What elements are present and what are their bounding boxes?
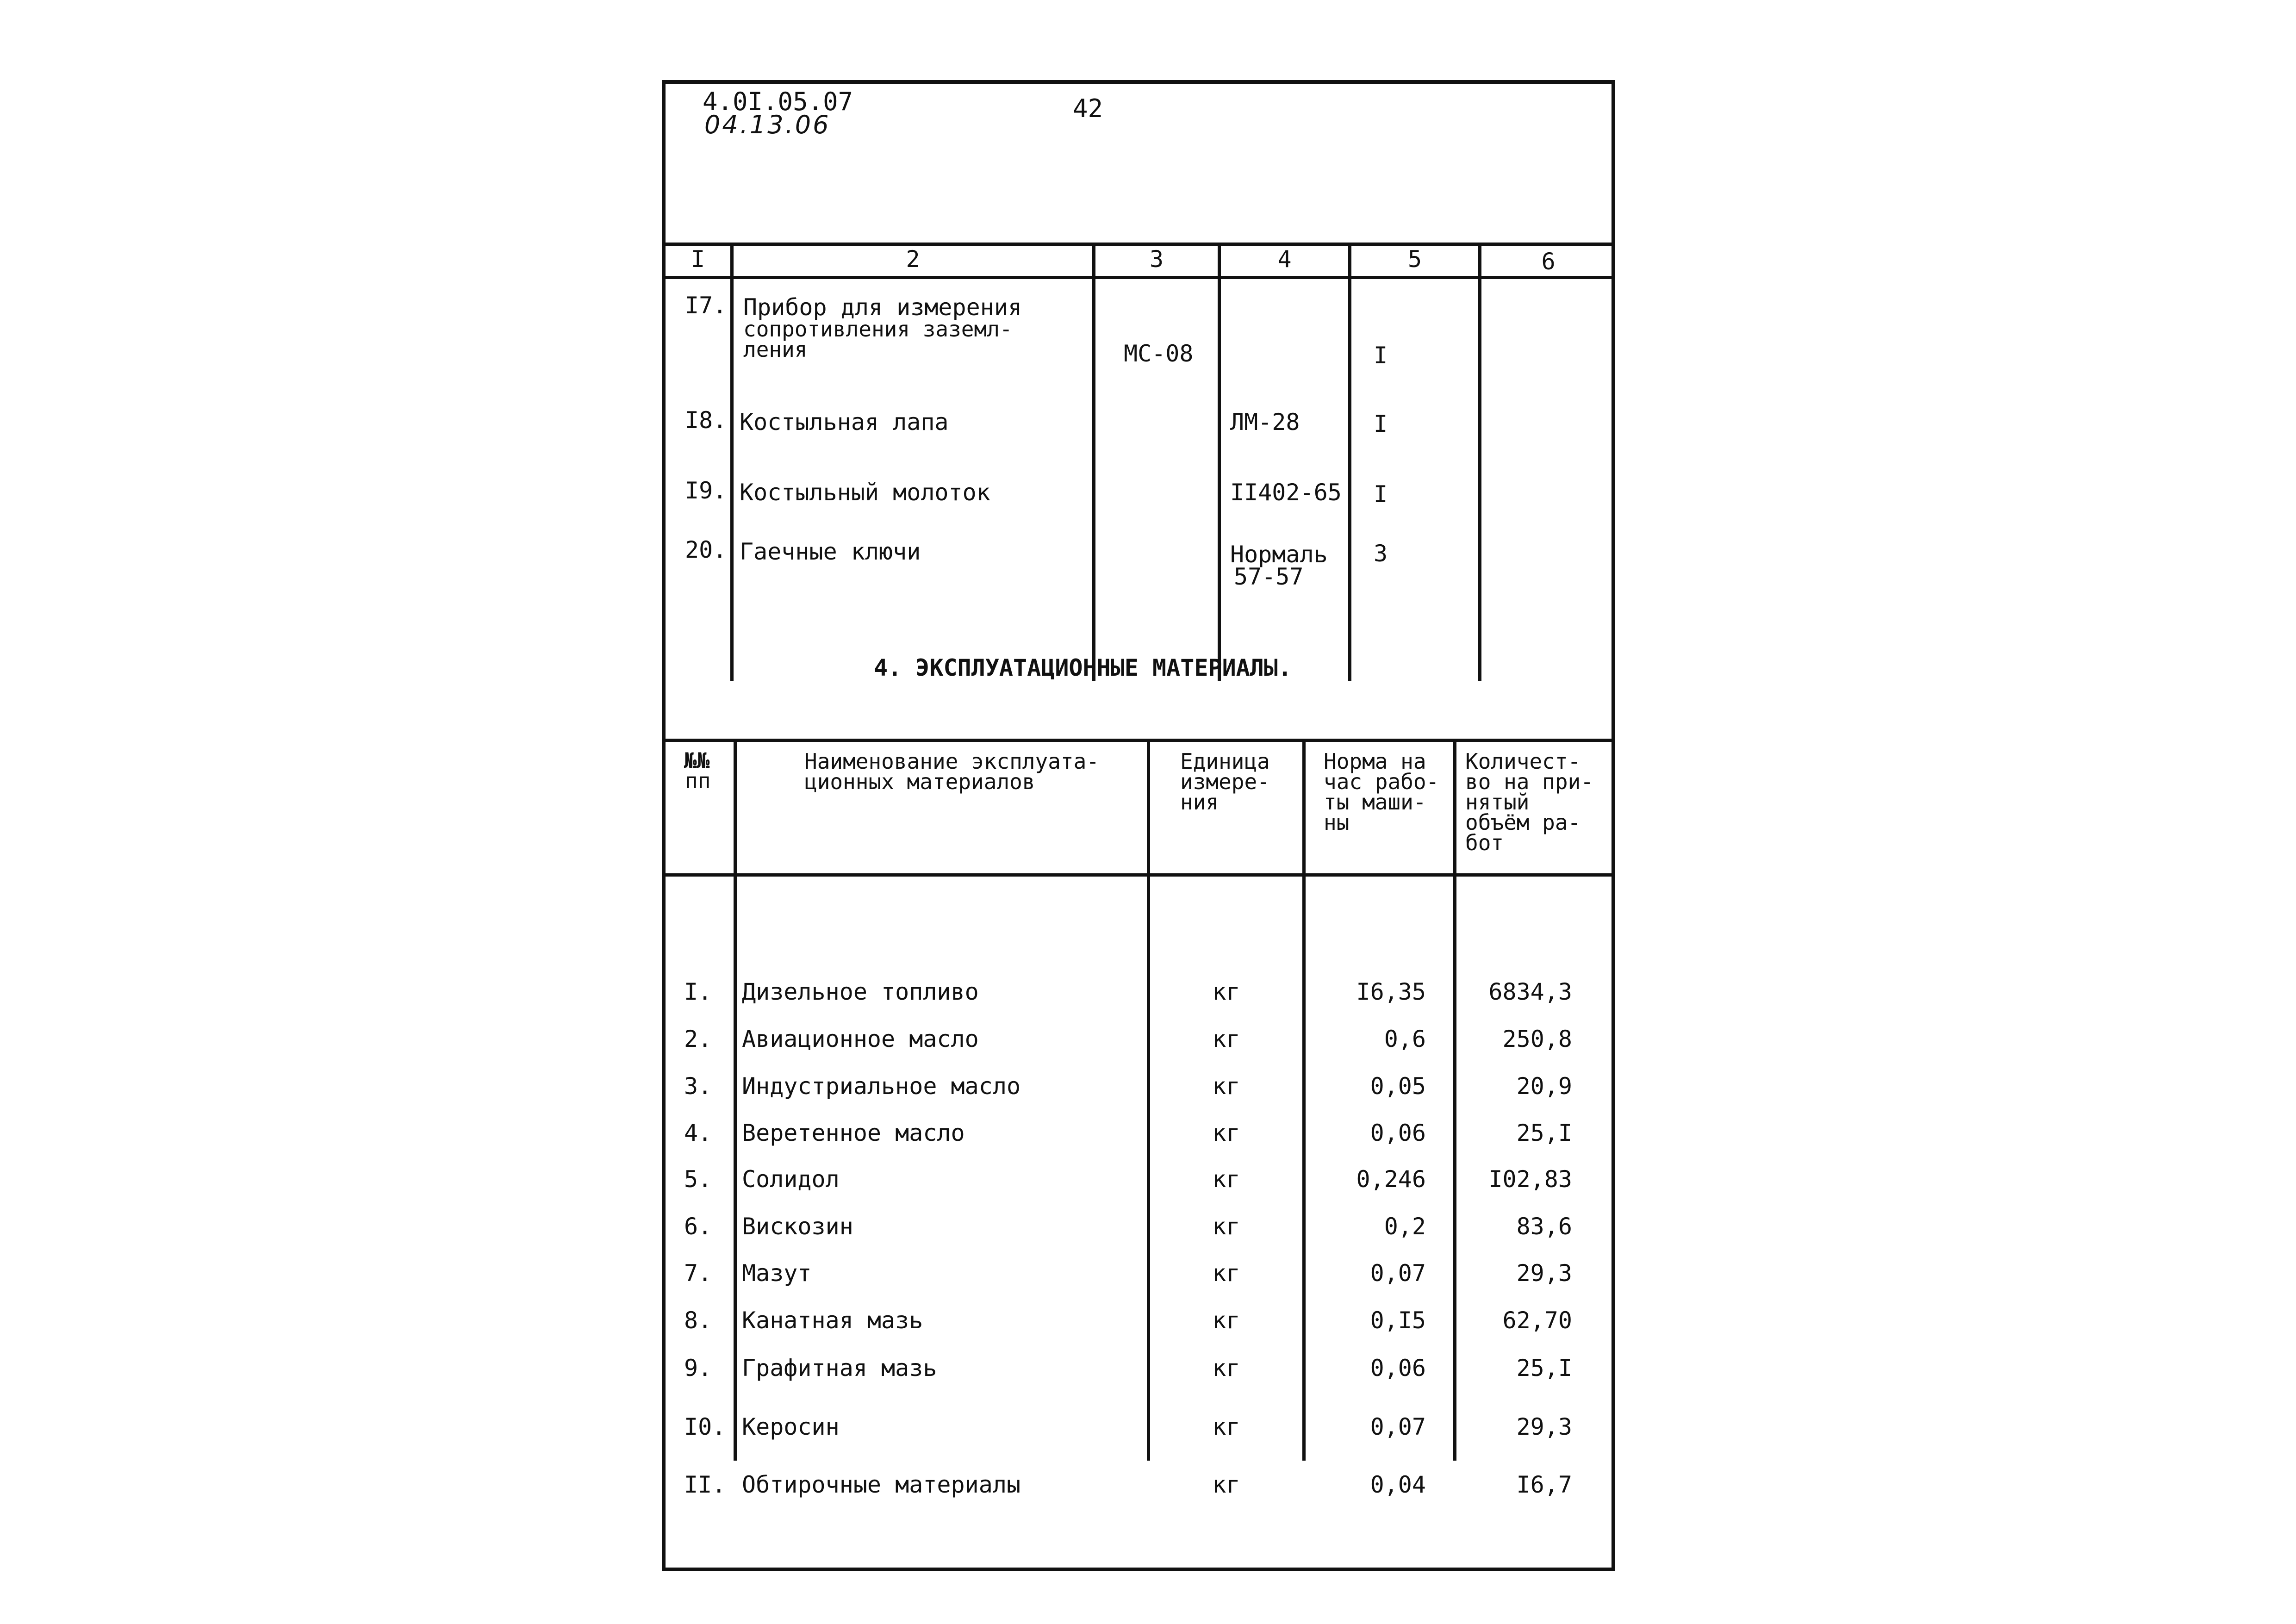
mat-header-unit: Единица [1180,749,1270,774]
eq-row-type: МС-08 [1124,340,1194,367]
mat-row-qty: 83,6 [1516,1213,1572,1240]
mat-row-name: Обтирочные материалы [742,1471,1021,1498]
eq-colnum-5: 5 [1407,246,1422,273]
section-title: 4. ЭКСПЛУАТАЦИОННЫЕ МАТЕРИАЛЫ. [874,654,1292,681]
mat-row-norm: 0,6 [1384,1026,1426,1052]
mat-col-divider-2 [1147,739,1150,1461]
mat-row-norm: 0,05 [1370,1073,1426,1100]
mat-row-num: II. [684,1471,726,1498]
mat-row-unit: кг [1212,1471,1240,1498]
mat-row-unit: кг [1212,1355,1240,1381]
mat-row-unit: кг [1212,978,1240,1005]
eq-row-name: сопротивления заземл- [743,317,1013,342]
mat-row-norm: 0,246 [1356,1166,1426,1193]
mat-row-qty: 29,3 [1516,1413,1572,1440]
mat-row-name: Керосин [742,1413,840,1440]
eq-col-divider-4 [1348,243,1351,681]
mat-header-qty: бот [1465,830,1504,855]
eq-row-name: Прибор для измерения [743,294,1022,321]
eq-row-name: Костыльный молоток [740,479,990,506]
mat-header-unit: измере- [1180,769,1270,794]
mat-row-num: 4. [684,1120,712,1146]
mat-header-qty: объём ра- [1465,810,1581,835]
eq-row-qty: 3 [1374,540,1388,567]
mat-row-num: 9. [684,1355,712,1381]
eq-row-name: ления [743,337,808,362]
mat-row-unit: кг [1212,1213,1240,1240]
mat-header-bottom-line [666,873,1612,877]
mat-row-unit: кг [1212,1260,1240,1287]
doc-code-2: 04.13.06 [704,110,831,139]
mat-header-norm: ны [1324,810,1350,835]
eq-header-bottom-line [666,276,1612,279]
eq-row-standard: 57-57 [1234,563,1304,590]
mat-row-num: 2. [684,1026,712,1052]
mat-row-name: Мазут [742,1260,812,1287]
eq-colnum-2: 2 [906,246,920,273]
eq-col-divider-3 [1218,243,1221,681]
mat-header-unit: ния [1180,790,1219,815]
eq-row-qty: I [1374,411,1388,437]
mat-col-divider-4 [1453,739,1456,1461]
eq-colnum-1: I [691,246,705,273]
eq-row-standard: II402-65 [1230,479,1342,506]
eq-row-standard: ЛМ-28 [1230,409,1300,436]
mat-row-norm: 0,I5 [1370,1307,1426,1334]
mat-row-qty: 250,8 [1502,1026,1572,1052]
mat-row-norm: 0,04 [1370,1471,1426,1498]
mat-header-norm: час рабо- [1324,769,1439,794]
mat-row-name: Индустриальное масло [742,1073,1021,1100]
mat-row-qty: I02,83 [1488,1166,1572,1193]
eq-row-num: I7. [685,292,727,319]
eq-row-num: I9. [685,477,727,504]
page-number: 42 [1073,94,1103,123]
mat-row-name: Графитная мазь [742,1355,937,1381]
mat-col-divider-3 [1302,739,1306,1461]
mat-row-unit: кг [1212,1073,1240,1100]
mat-col-divider-1 [734,739,737,1461]
eq-row-num: 20. [685,536,727,563]
mat-header-name: ционных материалов [804,769,1035,794]
mat-row-num: 6. [684,1213,712,1240]
mat-row-norm: 0,07 [1370,1260,1426,1287]
mat-row-num: 3. [684,1073,712,1100]
mat-row-qty: 29,3 [1516,1260,1572,1287]
eq-row-standard: Нормаль [1230,541,1328,568]
eq-col-divider-1 [730,243,734,681]
eq-row-num: I8. [685,407,727,434]
eq-colnum-6: 6 [1541,248,1556,275]
mat-row-name: Веретенное масло [742,1120,965,1146]
mat-row-num: 7. [684,1260,712,1287]
mat-row-unit: кг [1212,1026,1240,1052]
mat-header-num: пп [685,768,711,793]
mat-header-qty: нятый [1465,790,1530,815]
eq-row-name: Костыльная лапа [740,409,949,436]
mat-row-qty: 62,70 [1502,1307,1572,1334]
mat-header-num: №№ [684,748,710,773]
mat-header-top-line [666,739,1612,742]
mat-row-name: Солидол [742,1166,840,1193]
document-sheet [662,80,1615,1571]
eq-header-top-line [666,243,1612,246]
doc-code-1: 4.0I.05.07 [703,87,853,116]
eq-colnum-4: 4 [1277,246,1292,273]
eq-col-divider-5 [1478,243,1481,681]
mat-row-num: I. [684,978,712,1005]
eq-colnum-3: 3 [1149,246,1164,273]
eq-row-qty: I [1374,481,1388,508]
mat-row-norm: 0,2 [1384,1213,1426,1240]
mat-row-name: Авиационное масло [742,1026,979,1052]
mat-row-name: Канатная мазь [742,1307,923,1334]
mat-row-unit: кг [1212,1413,1240,1440]
mat-header-qty: Количест- [1465,749,1581,774]
mat-row-norm: 0,06 [1370,1355,1426,1381]
mat-row-qty: 25,I [1516,1120,1572,1146]
mat-row-num: I0. [684,1413,726,1440]
mat-header-qty: во на при- [1465,769,1593,794]
mat-row-num: 8. [684,1307,712,1334]
eq-col-divider-2 [1092,243,1095,681]
mat-row-name: Дизельное топливо [742,978,979,1005]
mat-row-norm: I6,35 [1356,978,1426,1005]
mat-row-unit: кг [1212,1307,1240,1334]
mat-row-norm: 0,06 [1370,1120,1426,1146]
mat-header-norm: ты маши- [1324,790,1426,815]
mat-row-norm: 0,07 [1370,1413,1426,1440]
mat-header-norm: Норма на [1324,749,1426,774]
eq-row-name: Гаечные ключи [740,538,921,565]
mat-row-num: 5. [684,1166,712,1193]
mat-row-qty: 20,9 [1516,1073,1572,1100]
eq-row-qty: I [1374,342,1388,369]
mat-row-qty: 25,I [1516,1355,1572,1381]
mat-header-name: Наименование эксплуата- [804,749,1099,774]
mat-row-name: Вискозин [742,1213,853,1240]
mat-row-unit: кг [1212,1166,1240,1193]
mat-row-qty: I6,7 [1516,1471,1572,1498]
mat-row-qty: 6834,3 [1488,978,1572,1005]
mat-row-unit: кг [1212,1120,1240,1146]
